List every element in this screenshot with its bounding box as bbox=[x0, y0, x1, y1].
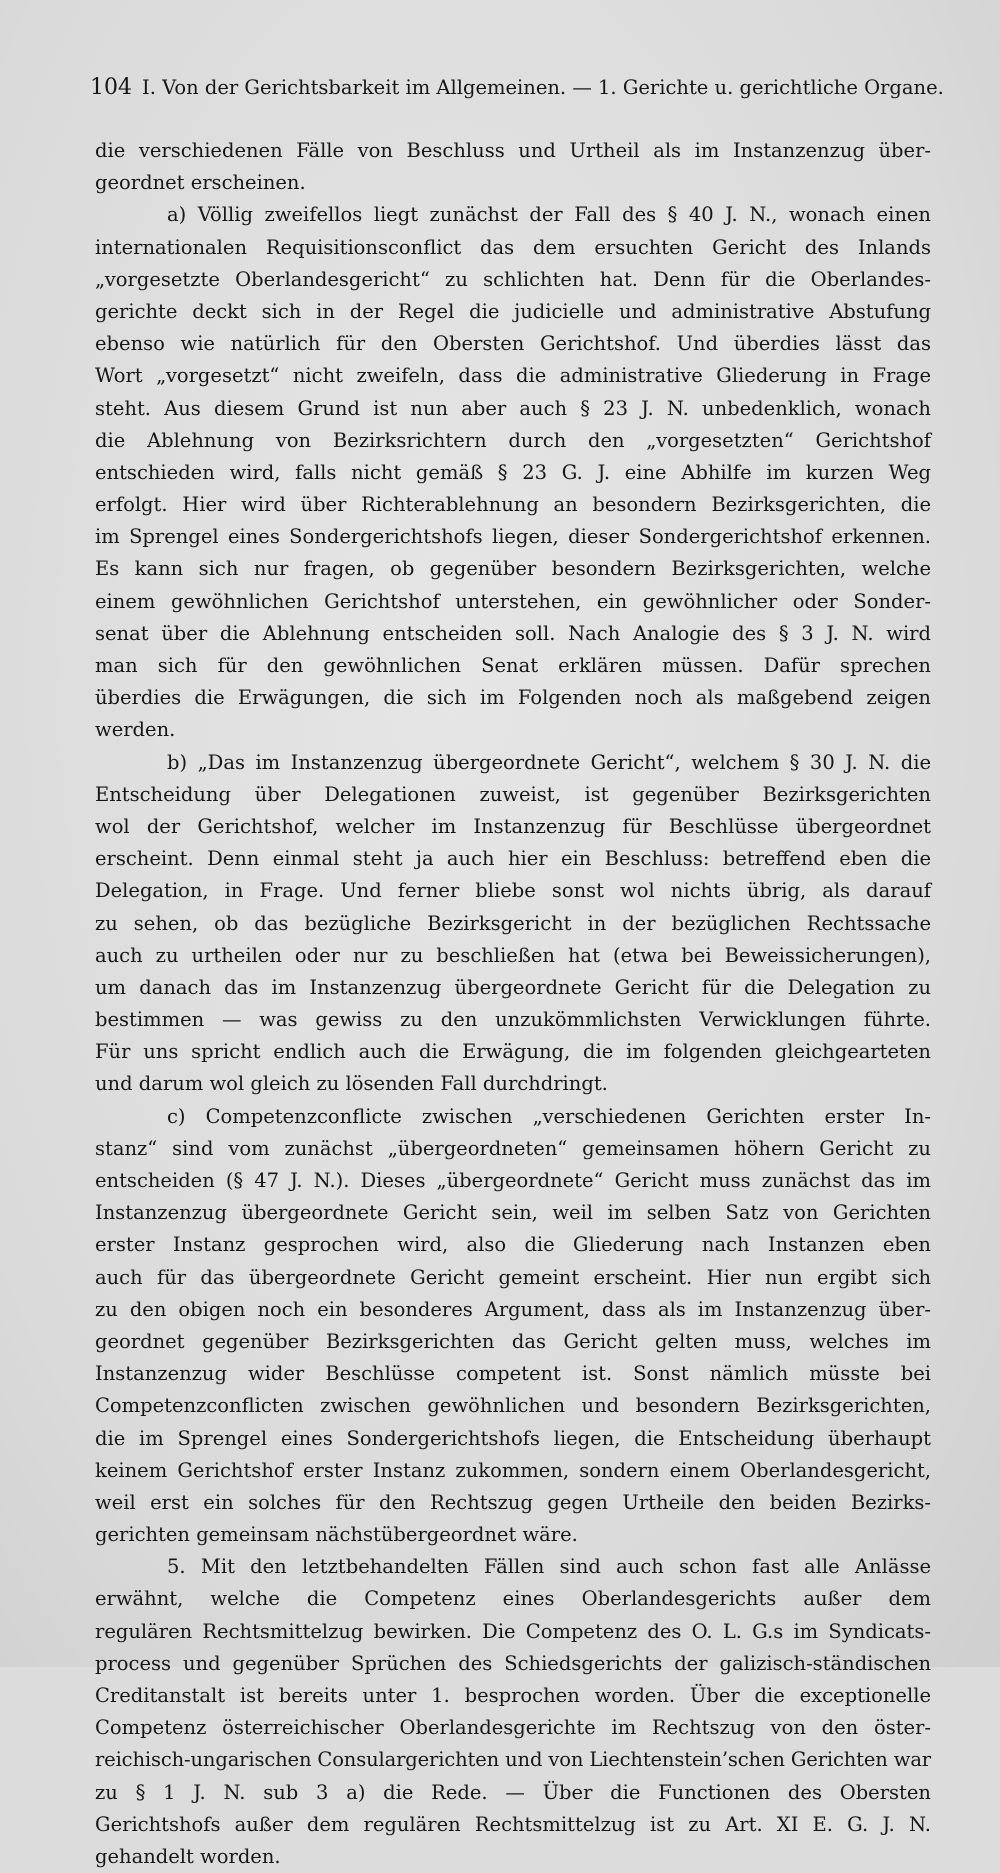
text-line: wol der Gerichtshof, welcher im Instanzenzug für Beschlüsse übergeordnet bbox=[95, 814, 931, 838]
text-line: Für uns spricht endlich auch die Erwägung, die im folgenden gleichgearteten bbox=[95, 1040, 931, 1064]
text-line: keinem Gerichtshof erster Instanz zukommen, sondern einem Oberlandesgericht, bbox=[95, 1458, 931, 1482]
text-line: erfolgt. Hier wird über Richterablehnung an besondern Bezirksgerichten, die bbox=[95, 493, 931, 517]
text-line: Entscheidung über Delegationen zuweist, ist gegenüber Bezirksgerichten bbox=[95, 782, 931, 806]
text-line: erwähnt, welche die Competenz eines Oberlandesgerichts außer dem bbox=[95, 1587, 931, 1611]
text-line: c) Competenzconflicte zwischen „verschiedenen Gerichten erster In- bbox=[167, 1104, 931, 1128]
text-line: zu den obigen noch ein besonderes Argument, dass als im Instanzenzug über- bbox=[95, 1297, 931, 1321]
text-line: b) „Das im Instanzenzug übergeordnete Gericht“, welchem § 30 J. N. die bbox=[167, 750, 931, 774]
running-title: I. Von der Gerichtsbarkeit im Allgemeinen. — 1. Gerichte u. gerichtliche Organe. bbox=[142, 76, 944, 99]
text-line: die Ablehnung von Bezirksrichtern durch den „vorgesetzten“ Gerichtshof bbox=[95, 428, 931, 452]
text-line: Es kann sich nur fragen, ob gegenüber besondern Bezirksgerichten, welche bbox=[95, 557, 931, 581]
text-line: erscheint. Denn einmal steht ja auch hier ein Beschluss: betreffend eben die bbox=[95, 847, 931, 871]
text-line: steht. Aus diesem Grund ist nun aber auch § 23 J. N. unbedenklich, wonach bbox=[95, 396, 931, 420]
text-line: weil erst ein solches für den Rechtszug gegen Urtheile den beiden Bezirks- bbox=[95, 1490, 931, 1514]
text-line: Delegation, in Frage. Und ferner bliebe sonst wol nichts übrig, als darauf bbox=[95, 879, 931, 903]
text-line: und darum wol gleich zu lösenden Fall durchdringt. bbox=[95, 1072, 608, 1096]
text-line: gerichte deckt sich in der Regel die judicielle und administrative Abstufung bbox=[95, 299, 931, 323]
text-line: entscheiden (§ 47 J. N.). Dieses „übergeordnete“ Gericht muss zunächst das im bbox=[95, 1169, 931, 1192]
text-line: auch zu urtheilen oder nur zu beschließen hat (etwa bei Beweissicherungen), bbox=[95, 943, 931, 967]
text-line: geordnet gegenüber Bezirksgerichten das Gericht gelten muss, welches im bbox=[95, 1329, 931, 1353]
text-line: a) Völlig zweifellos liegt zunächst der Fall des § 40 J. N., wonach einen bbox=[167, 203, 931, 227]
text-line: Wort „vorgesetzt“ nicht zweifeln, dass die administrative Gliederung in Frage bbox=[95, 364, 931, 388]
text-line: Instanzenzug wider Beschlüsse competent ist. Sonst nämlich müsste bei bbox=[95, 1362, 931, 1386]
text-line: werden. bbox=[95, 718, 176, 742]
text-line: regulären Rechtsmittelzug bewirken. Die Competenz des O. L. G.s im Syndicats- bbox=[95, 1619, 931, 1643]
text-line: Gerichtshofs außer dem regulären Rechtsmittelzug ist zu Art. XI E. G. J. N. bbox=[95, 1812, 931, 1836]
text-line: Competenzconflicten zwischen gewöhnlichen und besondern Bezirksgerichten, bbox=[95, 1394, 931, 1418]
text-line: Instanzenzug übergeordnete Gericht sein, weil im selben Satz von Gerichten bbox=[95, 1201, 931, 1225]
text-line: process und gegenüber Sprüchen des Schiedsgerichts der galizisch-ständischen bbox=[95, 1651, 931, 1675]
text-line: überdies die Erwägungen, die sich im Folgenden noch als maßgebend zeigen bbox=[95, 686, 931, 710]
text-line: im Sprengel eines Sondergerichtshofs liegen, dieser Sondergerichtshof erkennen. bbox=[95, 525, 931, 549]
text-line: gehandelt worden. bbox=[95, 1844, 281, 1868]
text-line: bestimmen — was gewiss zu den unzukömmlichsten Verwicklungen führte. bbox=[95, 1008, 931, 1032]
text-line: auch für das übergeordnete Gericht gemeint erscheint. Hier nun ergibt sich bbox=[95, 1265, 931, 1289]
text-line: man sich für den gewöhnlichen Senat erklären müssen. Dafür sprechen bbox=[95, 654, 931, 677]
page-number: 104 bbox=[90, 75, 132, 100]
text-line: 5. Mit den letztbehandelten Fällen sind auch schon fast alle Anlässe bbox=[167, 1555, 931, 1579]
text-line: erster Instanz gesprochen wird, also die Gliederung nach Instanzen eben bbox=[95, 1233, 931, 1257]
text-line: gerichten gemeinsam nächstübergeordnet wäre. bbox=[95, 1523, 578, 1547]
text-line: einem gewöhnlichen Gerichtshof unterstehen, ein gewöhnlicher oder Sonder- bbox=[95, 589, 931, 613]
running-head bbox=[90, 75, 944, 100]
text-line: um danach das im Instanzenzug übergeordnete Gericht für die Delegation zu bbox=[95, 975, 931, 999]
text-line: Competenz österreichischer Oberlandesgerichte im Rechtszug von den öster- bbox=[95, 1716, 931, 1740]
text-line: die verschiedenen Fälle von Beschluss und Urtheil als im Instanzenzug über- bbox=[95, 139, 931, 162]
text-line: geordnet erscheinen. bbox=[95, 171, 306, 195]
body-text bbox=[95, 135, 931, 1873]
text-line: zu § 1 J. N. sub 3 a) die Rede. — Über die Functionen des Obersten bbox=[95, 1780, 931, 1804]
text-line: internationalen Requisitionsconflict das dem ersuchten Gericht des Inlands bbox=[95, 235, 931, 259]
text-line: entschieden wird, falls nicht gemäß § 23 G. J. eine Abhilfe im kurzen Weg bbox=[95, 460, 931, 484]
text-line: ebenso wie natürlich für den Obersten Gerichtshof. Und überdies lässt das bbox=[95, 332, 931, 356]
text-line: „vorgesetzte Oberlandesgericht“ zu schlichten hat. Denn für die Oberlandes- bbox=[95, 267, 931, 291]
text-line: zu sehen, ob das bezügliche Bezirksgericht in der bezüglichen Rechtssache bbox=[95, 911, 931, 935]
text-line: senat über die Ablehnung entscheiden soll. Nach Analogie des § 3 J. N. wird bbox=[95, 621, 931, 645]
text-line: Creditanstalt ist bereits unter 1. besprochen worden. Über die exceptionelle bbox=[95, 1684, 931, 1707]
text-line: reichisch-ungarischen Consulargerichten und von Liechtenstein’schen Gerichten war bbox=[95, 1748, 931, 1772]
text-line: stanz“ sind vom zunächst „übergeordneten“ gemeinsamen höhern Gericht zu bbox=[95, 1136, 931, 1160]
text-line: die im Sprengel eines Sondergerichtshofs liegen, die Entscheidung überhaupt bbox=[95, 1426, 931, 1450]
